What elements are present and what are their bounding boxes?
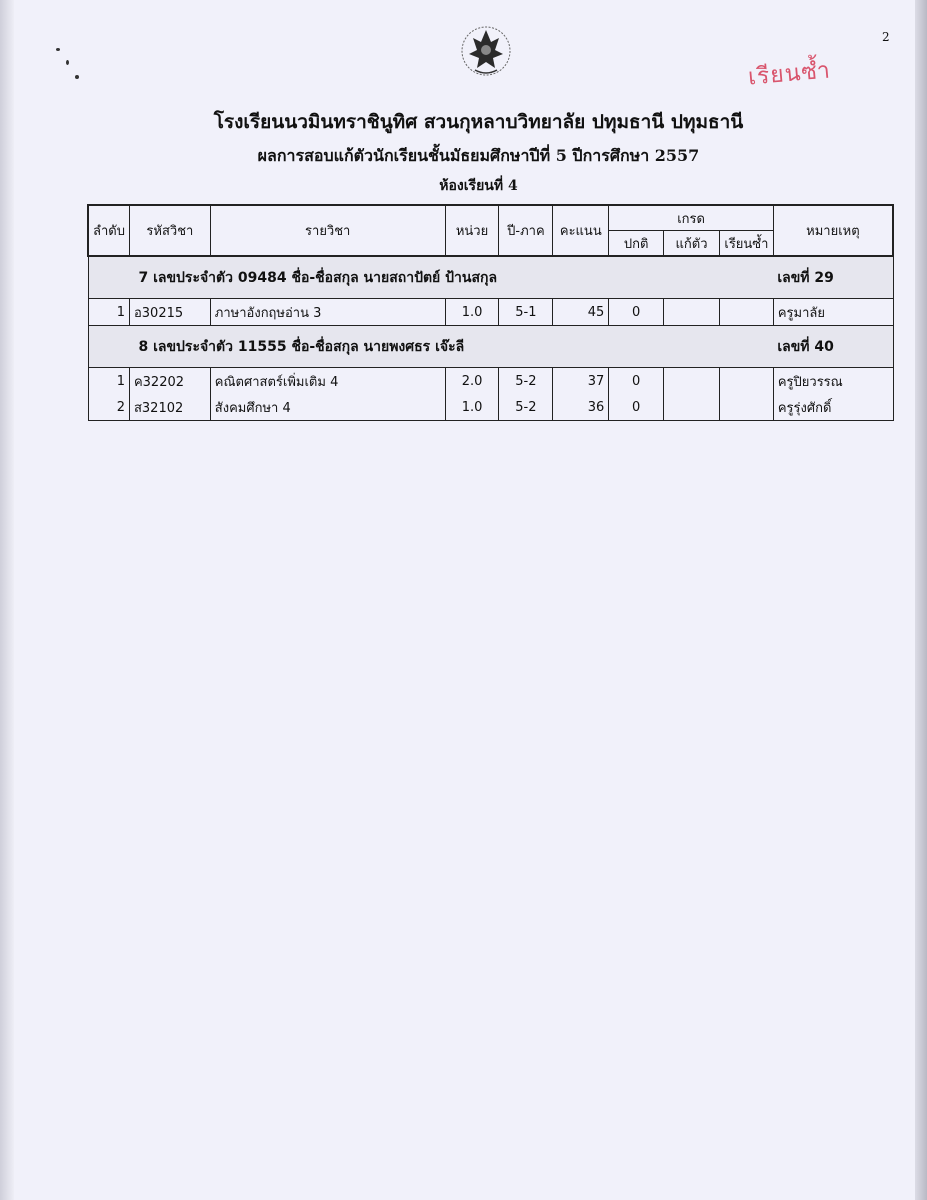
course-grade-retest [664,368,720,395]
course-grade-normal: 0 [609,299,664,326]
course-unit: 1.0 [445,394,499,421]
course-grade-normal: 0 [609,368,664,395]
course-score: 45 [553,299,609,326]
table-row [88,368,893,395]
header-grade-retest: แก้ตัว [664,231,720,257]
scan-speck [75,75,79,79]
course-order: 1 [88,299,129,326]
header-grade: เกรด [609,205,774,231]
course-grade-retest [664,394,720,421]
student-row [88,256,893,299]
header-unit: หน่วย [445,205,499,256]
course-code: อ30215 [129,299,210,326]
header-grade-normal: ปกติ [609,231,664,257]
course-term: 5-2 [499,394,553,421]
course-order: 1 [88,368,129,395]
course-remark: ครูมาลัย [773,299,893,326]
page-number: 2 [882,30,890,44]
student-row [88,326,893,368]
course-grade-repeat [719,299,773,326]
table-row [88,394,893,421]
header-subject: รายวิชา [210,205,445,256]
school-emblem-icon [455,20,517,82]
course-remark: ครูรุ่งศักดิ์ [773,394,893,421]
student-info: 8 เลขประจำตัว 11555 ชื่อ-ชื่อสกุล นายพงศธร เจ๊ะลี [88,326,773,368]
course-subject: ภาษาอังกฤษอ่าน 3 [210,299,445,326]
room-label: ห้องเรียนที่ 4 [439,178,518,194]
header-code: รหัสวิชา [129,205,210,256]
scan-speck [66,60,69,65]
header-remark: หมายเหตุ [773,205,893,256]
course-order: 2 [88,394,129,421]
student-number: เลขที่ 40 [773,326,893,368]
header-term: ปี-ภาค [499,205,553,256]
report-subtitle: ผลการสอบแก้ตัวนักเรียนชั้นมัธยมศึกษาปีที่ 5 ปีการศึกษา 2557 [257,146,700,165]
course-grade-normal: 0 [609,394,664,421]
course-term: 5-1 [499,299,553,326]
course-code: ส32102 [129,394,210,421]
scan-speck [56,48,60,51]
course-subject: สังคมศึกษา 4 [210,394,445,421]
course-unit: 2.0 [445,368,499,395]
header-score: คะแนน [553,205,609,256]
course-grade-retest [664,299,720,326]
header-grade-repeat: เรียนซ้ำ [719,231,773,257]
course-unit: 1.0 [445,299,499,326]
course-code: ค32202 [129,368,210,395]
course-score: 36 [553,394,609,421]
course-grade-repeat [719,368,773,395]
grades-table [87,204,894,421]
table-row [88,299,893,326]
course-subject: คณิตศาสตร์เพิ่มเติม 4 [210,368,445,395]
course-term: 5-2 [499,368,553,395]
header-order: ลำดับ [88,205,129,256]
school-title: โรงเรียนนวมินทราชินูทิศ สวนกุหลาบวิทยาลัย ปทุมธานี ปทุมธานี [213,111,744,133]
course-grade-repeat [719,394,773,421]
student-number: เลขที่ 29 [773,256,893,299]
student-info: 7 เลขประจำตัว 09484 ชื่อ-ชื่อสกุล นายสถาปัตย์ ป้านสกุล [88,256,773,299]
course-score: 37 [553,368,609,395]
repeat-class-stamp: เรียนซ้ำ [747,57,832,91]
course-remark: ครูปิยวรรณ [773,368,893,395]
